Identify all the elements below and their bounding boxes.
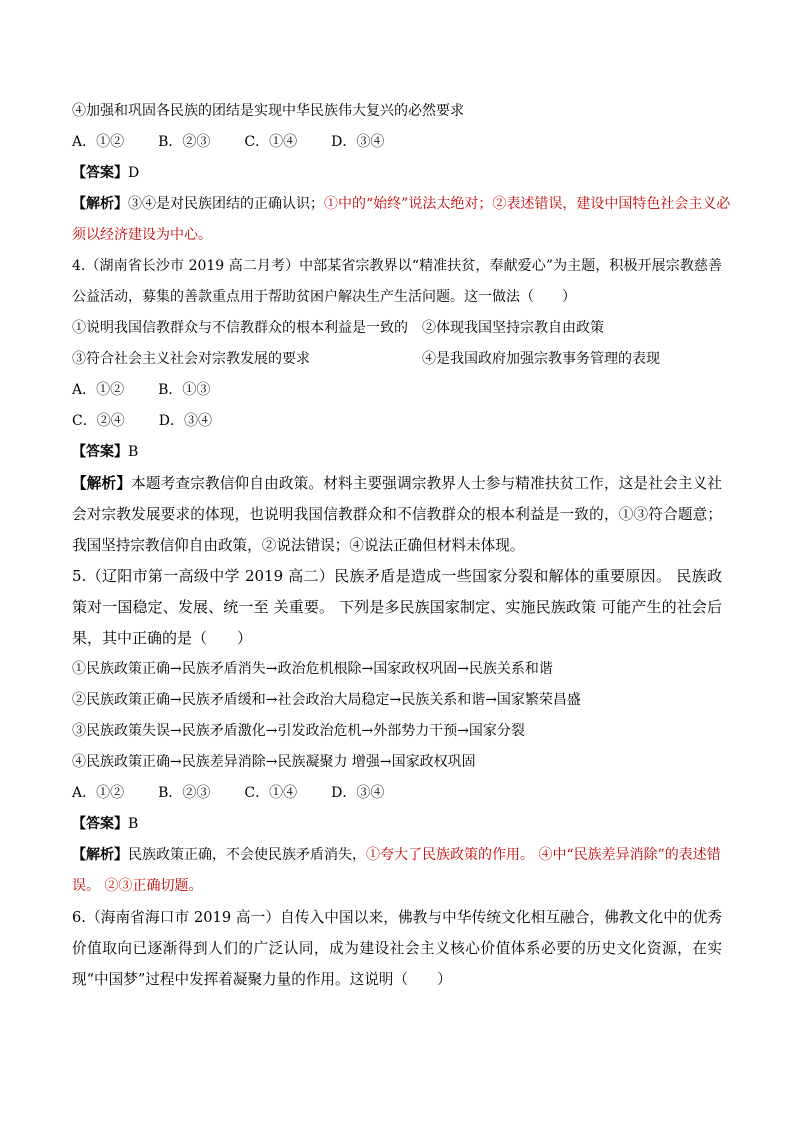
q3-option-a: A．①②: [72, 134, 125, 150]
q4-statements-row-2: [72, 344, 722, 375]
q4-statements-row-1: [72, 313, 722, 344]
analysis-label: 【解析】: [72, 196, 128, 212]
q5-answer: [72, 809, 722, 840]
q4-answer: [72, 437, 722, 468]
q3-analysis-line-2: 须以经济建设为中心。: [72, 227, 212, 243]
q5-statement-3: ③民族政策失误→民族矛盾激化→引发政治危机→外部势力干预→国家分裂: [72, 723, 525, 739]
q5-analysis-line-1: [72, 840, 722, 871]
q5-statement-1: ①民族政策正确→民族矛盾消失→政治危机根除→国家政权巩固→民族关系和谐: [72, 661, 553, 677]
q4-statement-4: ④是我国政府加强宗教事务管理的表现: [422, 351, 660, 367]
analysis-text-red: ①夸大了民族政策的作用。 ④中“民族差异消除”的表述错: [366, 847, 721, 863]
analysis-text: 民族政策正确，不会使民族矛盾消失，: [128, 847, 366, 863]
analysis-text: ③④是对民族团结的正确认识；: [128, 196, 324, 212]
q4-options-row-1: [72, 375, 722, 406]
q4-option-b: B．①③: [158, 382, 211, 398]
q5-options: [72, 778, 722, 809]
q5-analysis-line-2: 误。 ②③正确切题。: [72, 878, 203, 894]
q3-option-d: D．③④: [331, 134, 385, 150]
answer-value: D: [128, 165, 140, 181]
analysis-label: 【解析】: [72, 475, 132, 492]
q4-statement-2: ②体现我国坚持宗教自由政策: [422, 320, 604, 336]
q3-answer: [72, 158, 722, 189]
q5-statement-4: ④民族政策正确→民族差异消除→民族凝聚力 增强→国家政权巩固: [72, 754, 476, 770]
document-page: [72, 96, 731, 995]
q6-stem: 6.（海南省海口市 2019 高一）自传入中国以来，佛教与中华传统文化相互融合，佛教文化中的优秀价值取向已逐渐得到人们的广泛认同，成为建设社会主义核心价值体系必要的历史文化资源，在实现“中国梦”过程中发挥着凝聚力量的作用。这说明（ ）: [72, 909, 722, 988]
q4-statement-1: ①说明我国信教群众与不信教群众的根本利益是一致的: [72, 320, 408, 336]
analysis-text-red: ①中的“始终”说法太绝对；②表述错误，建设中国特色社会主义必: [324, 196, 731, 212]
answer-label: 【答案】: [72, 816, 128, 832]
answer-value: B: [128, 444, 139, 460]
q5-statement-2: ②民族政策正确→民族矛盾缓和→社会政治大局稳定→民族关系和谐→国家繁荣昌盛: [72, 692, 581, 708]
q5-option-b: B．②③: [158, 785, 211, 801]
q4-stem: 4.（湖南省长沙市 2019 高二月考）中部某省宗教界以“精准扶贫，奉献爱心”为主题，积极开展宗教慈善公益活动，募集的善款重点用于帮助贫困户解决生产生活问题。这一做法（ ）: [72, 258, 722, 305]
q4-option-d: D．③④: [158, 413, 212, 429]
q4-statement-3: ③符合社会主义社会对宗教发展的要求: [72, 351, 310, 367]
q4-option-a: A．①②: [72, 382, 125, 398]
analysis-label: 【解析】: [72, 847, 128, 863]
q3-option-c: C．①④: [244, 134, 298, 150]
q5-option-d: D．③④: [331, 785, 385, 801]
q5-option-c: C．①④: [244, 785, 298, 801]
q3-statement-4: ④加强和巩固各民族的团结是实现中华民族伟大复兴的必然要求: [72, 103, 464, 119]
q4-option-c: C．②④: [72, 413, 125, 429]
answer-value: B: [128, 816, 139, 832]
q3-options: [72, 127, 722, 158]
q4-analysis: [72, 468, 722, 561]
q5-stem: 5.（辽阳市第一高级中学 2019 高二）民族矛盾是造成一些国家分裂和解体的重要原因。 民族政策对一国稳定、发展、统一至 关重要。 下列是多民族国家制定、实施民族政策 可能产生的社会后果，其中正确的是（ ）: [72, 567, 722, 647]
q3-option-b: B．②③: [158, 134, 211, 150]
analysis-text: 本题考查宗教信仰自由政策。材料主要强调宗教界人士参与精准扶贫工作，这是社会主义社会对宗教发展要求的体现，也说明我国信教群众和不信教群众的根本利益是一致的，①③符合题意；我国坚持宗教信仰自由政策，②说法错误；④说法正确但材料未体现。: [72, 475, 722, 554]
answer-label: 【答案】: [72, 444, 128, 460]
q4-options-row-2: [72, 406, 722, 437]
answer-label: 【答案】: [72, 165, 128, 181]
q5-option-a: A．①②: [72, 785, 125, 801]
q3-analysis-line-1: [72, 189, 731, 220]
